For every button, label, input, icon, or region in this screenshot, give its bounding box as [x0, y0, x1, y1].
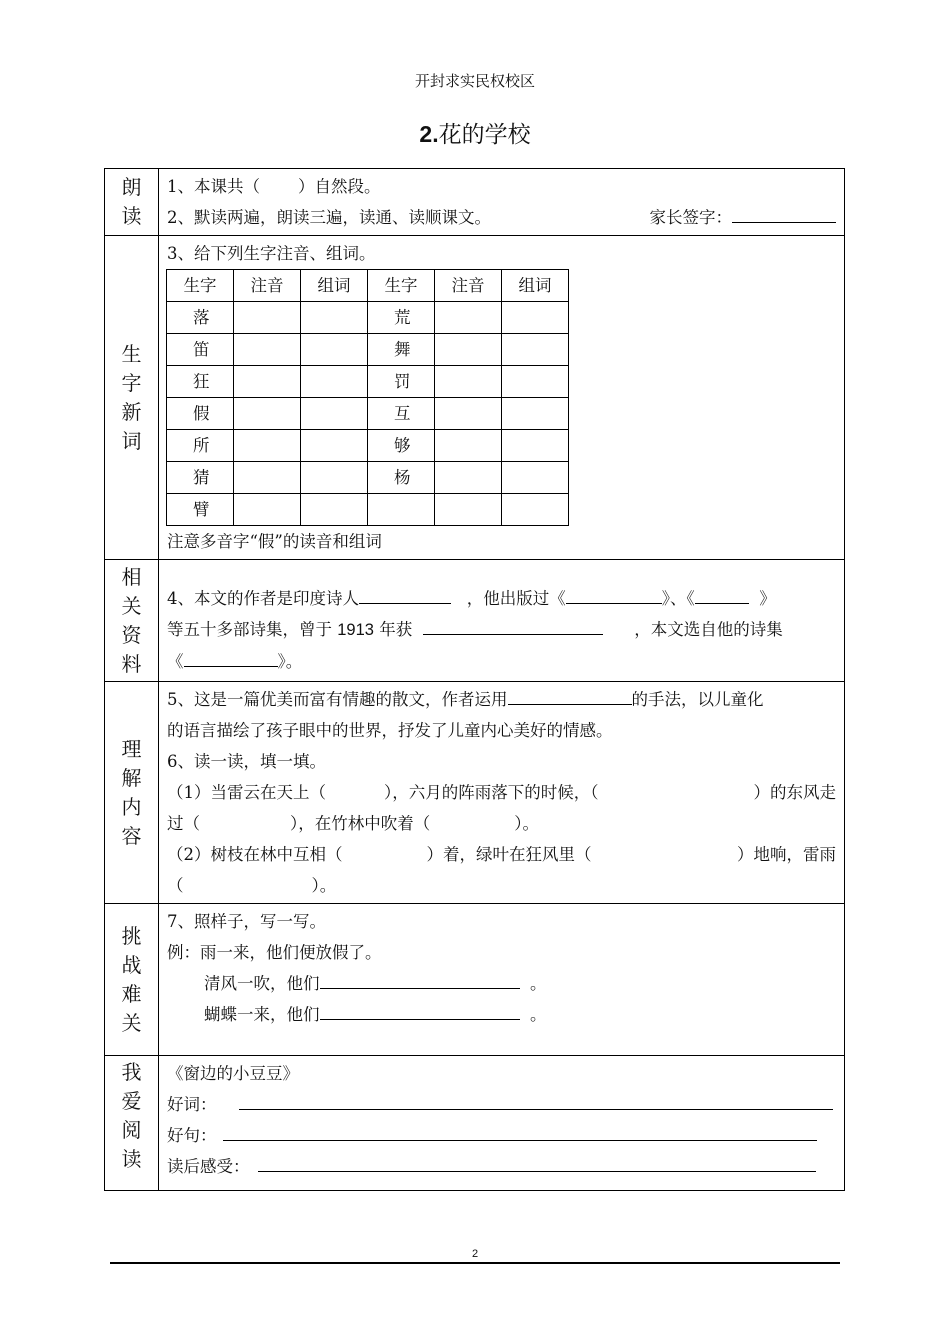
section-shengzi [159, 236, 845, 560]
pinyin-cell[interactable] [234, 398, 301, 430]
q7: 7、照样子，写一写。 [167, 912, 326, 931]
char-table-row [167, 398, 569, 430]
pinyin-cell[interactable] [435, 462, 502, 494]
word-cell[interactable] [301, 398, 368, 430]
page-number: 2 [471, 1248, 479, 1260]
poet-blank[interactable] [359, 583, 451, 604]
pinyin-cell[interactable] [435, 430, 502, 462]
char-cell: 狂 [167, 366, 234, 398]
char-cell: 杨 [368, 462, 435, 494]
char-cell: 所 [167, 430, 234, 462]
char-cell: 互 [368, 398, 435, 430]
word-cell[interactable] [502, 334, 569, 366]
word-cell[interactable] [502, 366, 569, 398]
char-table-row [167, 302, 569, 334]
char-cell: 荒 [368, 302, 435, 334]
char-cell: 猜 [167, 462, 234, 494]
item1-blank[interactable] [320, 968, 520, 989]
q6: 6、读一读，填一填。 [167, 752, 326, 771]
q7-example: 例：雨一来，他们便放假了。 [167, 943, 382, 962]
pinyin-cell[interactable] [234, 430, 301, 462]
parent-signature[interactable]: 家长签字： [650, 202, 837, 233]
good-words-blank[interactable] [239, 1089, 833, 1110]
book1-blank[interactable] [566, 583, 662, 604]
char-table-header: 生字 [167, 270, 234, 302]
q6-s2-line2: （ ）。 [167, 876, 337, 895]
q4-line2: 等五十多部诗集，曾于 1913 年获 ，本文选自他的诗集 [167, 614, 836, 646]
char-table-header: 组词 [301, 270, 368, 302]
character-table [166, 269, 569, 526]
char-cell: 罚 [368, 366, 435, 398]
word-cell[interactable] [301, 302, 368, 334]
q4-line1: 4、本文的作者是印度诗人 ，他出版过《 》、《 》 [167, 583, 836, 614]
section-ziliao [159, 560, 845, 682]
char-table-header: 生字 [368, 270, 435, 302]
section-label-shengzi: 生字新词 [105, 236, 159, 560]
section-yuedu [159, 1056, 845, 1191]
char-cell: 够 [368, 430, 435, 462]
q5-line1: 5、这是一篇优美而富有情趣的散文，作者运用 的手法，以儿童化 [167, 684, 836, 715]
char-cell: 落 [167, 302, 234, 334]
technique-blank[interactable] [508, 684, 632, 705]
section-langdu [159, 169, 845, 236]
footer-divider [110, 1262, 840, 1264]
book-title: 《窗边的小豆豆》 [167, 1064, 299, 1083]
section-lijie [159, 682, 845, 904]
section-label-lijie: 理解内容 [105, 682, 159, 904]
char-cell: 笛 [167, 334, 234, 366]
char-table-header: 注音 [435, 270, 502, 302]
q7-item2: 蝴蝶一来，他们 。 [167, 999, 836, 1030]
char-table-header: 注音 [234, 270, 301, 302]
char-table-row [167, 462, 569, 494]
section-label-langdu: 朗读 [105, 169, 159, 236]
word-cell[interactable] [301, 334, 368, 366]
q5-line2: 的语言描绘了孩子眼中的世界，抒发了儿童内心美好的情感。 [167, 721, 613, 740]
word-cell[interactable] [502, 494, 569, 526]
pinyin-cell[interactable] [234, 462, 301, 494]
q2: 2、默读两遍，朗读三遍，读通、读顺课文。 家长签字： [167, 202, 836, 233]
word-cell[interactable] [301, 462, 368, 494]
lesson-number: 2. [419, 121, 439, 147]
pinyin-cell[interactable] [435, 302, 502, 334]
polyphone-note: 注意多音字“假”的读音和组词 [167, 532, 382, 551]
char-cell: 舞 [368, 334, 435, 366]
char-cell: 臂 [167, 494, 234, 526]
feelings-line: 读后感受： [167, 1151, 836, 1182]
page-title [0, 116, 950, 149]
collection-blank[interactable] [184, 646, 278, 667]
word-cell[interactable] [301, 494, 368, 526]
pinyin-cell[interactable] [435, 334, 502, 366]
q4-line3: 《 》。 [167, 646, 836, 677]
char-table-row [167, 494, 569, 526]
pinyin-cell[interactable] [435, 366, 502, 398]
word-cell[interactable] [502, 398, 569, 430]
item2-blank[interactable] [320, 999, 520, 1020]
school-header: 开封求实民权校区 [414, 72, 535, 90]
section-label-ziliao: 相关资料 [105, 560, 159, 682]
q6-s1-line2: 过（ ），在竹林中吹着（ ）。 [167, 814, 539, 833]
q7-item1: 清风一吹，他们 。 [167, 968, 836, 999]
pinyin-cell[interactable] [234, 366, 301, 398]
q6-s1-line1: （1）当雷云在天上（ ），六月的阵雨落下的时候，（ ）的东风走 [167, 783, 836, 802]
pinyin-cell[interactable] [234, 494, 301, 526]
section-tiaozhan [159, 904, 845, 1056]
q1: 1、本课共（ ）自然段。 [167, 177, 381, 196]
pinyin-cell[interactable] [435, 398, 502, 430]
word-cell[interactable] [301, 366, 368, 398]
char-cell: 假 [167, 398, 234, 430]
good-words-line: 好词： [167, 1089, 836, 1120]
q3: 3、给下列生字注音、组词。 [167, 244, 376, 263]
good-sentences-line: 好句： [167, 1120, 836, 1151]
good-sentences-blank[interactable] [223, 1120, 817, 1141]
char-cell [368, 494, 435, 526]
pinyin-cell[interactable] [234, 334, 301, 366]
feelings-blank[interactable] [258, 1151, 816, 1172]
char-table-row [167, 334, 569, 366]
char-table-row [167, 430, 569, 462]
pinyin-cell[interactable] [435, 494, 502, 526]
word-cell[interactable] [502, 430, 569, 462]
section-label-yuedu: 我爱阅读 [105, 1056, 159, 1191]
section-label-tiaozhan: 挑战难关 [105, 904, 159, 1056]
word-cell[interactable] [301, 430, 368, 462]
q6-s2-line1: （2）树枝在林中互相（ ）着，绿叶在狂风里（ ）地响，雷雨 [167, 845, 836, 864]
char-table-row [167, 366, 569, 398]
word-cell[interactable] [502, 462, 569, 494]
pinyin-cell[interactable] [234, 302, 301, 334]
char-table-header: 组词 [502, 270, 569, 302]
worksheet-table [104, 168, 845, 1191]
word-cell[interactable] [502, 302, 569, 334]
award-blank[interactable] [423, 614, 603, 635]
book2-blank[interactable] [695, 583, 749, 604]
lesson-title: 花的学校 [438, 122, 531, 148]
